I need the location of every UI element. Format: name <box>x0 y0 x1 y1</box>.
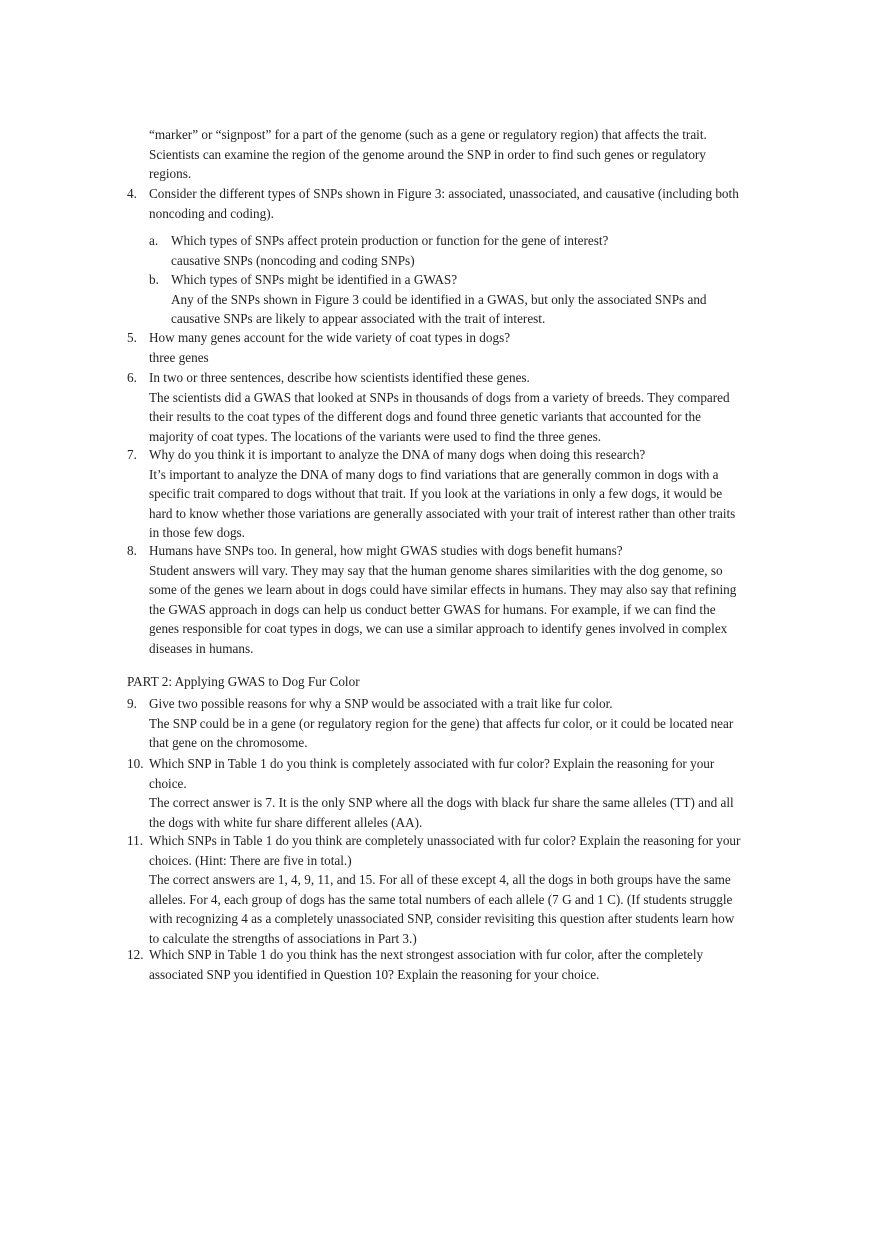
question-4b-answer: Any of the SNPs shown in Figure 3 could be identified in a GWAS, but only the associated SNPs and causative SNPs are likely to appear associated with the trait of interest. <box>171 291 707 327</box>
question-10-text: Which SNP in Table 1 do you think is completely associated with fur color? Explain the reasoning for your choice. <box>149 756 715 791</box>
question-9 <box>149 694 747 753</box>
question-number: 7. <box>127 447 137 462</box>
question-7 <box>149 445 747 543</box>
question-4-text: Consider the different types of SNPs shown in Figure 3: associated, unassociated, and causative (including both noncoding and coding). <box>149 186 739 221</box>
question-5 <box>149 328 747 367</box>
question-4a-text <box>171 231 747 270</box>
question-4a-prompt: Which types of SNPs affect protein production or function for the gene of interest? <box>171 233 609 248</box>
question-8 <box>149 541 747 659</box>
question-7-answer: It’s important to analyze the DNA of many dogs to find variations that are generally common in dogs with a specific trait compared to dogs without that trait. If you look at the variations in only a few dogs, it would be hard to know whether those variations are generally associated with your trait of interest rather than other traits in those few dogs. <box>149 466 736 541</box>
continuation-paragraph: “marker” or “signpost” for a part of the genome (such as a gene or regulatory region) that affects the trait. Scientists can examine the region of the genome around the SNP in order to find such genes or regulatory regions. <box>149 127 707 182</box>
question-5-answer: three genes <box>149 349 209 365</box>
question-11 <box>149 831 747 949</box>
question-8-text: Humans have SNPs too. In general, how might GWAS studies with dogs benefit humans? <box>149 543 623 558</box>
question-number: 12. <box>127 947 144 962</box>
question-number: 4. <box>127 186 137 201</box>
question-11-answer: The correct answers are 1, 4, 9, 11, and 15. For all of these except 4, all the dogs in both groups have the same alleles. For 4, each group of dogs has the same total numbers of each allele (7 G and 1 C). (If students struggle with recognizing 4 as a completely unassociated SNP, consider revisiting this question after students learn how to calculate the strengths of associations in Part 3.) <box>149 872 735 946</box>
question-number: 8. <box>127 543 137 558</box>
question-number: 6. <box>127 370 137 385</box>
question-6-text: In two or three sentences, describe how scientists identified these genes. <box>149 370 530 385</box>
question-10-answer: The correct answer is 7. It is the only SNP where all the dogs with black fur share the same alleles (TT) and all the dogs with white fur share different alleles (AA). <box>149 795 734 830</box>
question-9-answer: The SNP could be in a gene (or regulatory region for the gene) that affects fur color, or it could be located near that gene on the chromosome. <box>149 715 734 751</box>
question-5-text: How many genes account for the wide variety of coat types in dogs? <box>149 330 511 345</box>
sub-letter: a. <box>149 233 159 248</box>
question-number: 9. <box>127 696 137 711</box>
question-9-text: Give two possible reasons for why a SNP would be associated with a trait like fur color. <box>149 696 613 711</box>
question-8-answer: Student answers will vary. They may say that the human genome shares similarities with the dog genome, so some of the genes we learn about in dogs could have similar effects in humans. They may also say that refining the GWAS approach in dogs can help us conduct better GWAS for humans. For example, if we can find the genes responsible for coat types in dogs, we can use a similar approach to identify genes involved in complex diseases in humans. <box>149 562 737 656</box>
question-10 <box>149 754 747 832</box>
part-2-heading: PART 2: Applying GWAS to Dog Fur Color <box>127 674 360 689</box>
question-7-text: Why do you think it is important to analyze the DNA of many dogs when doing this research? <box>149 447 646 462</box>
question-6-answer: The scientists did a GWAS that looked at SNPs in thousands of dogs from a variety of breeds. They compared their results to the coat types of the different dogs and found three genetic variants that accounted for the majority of coat types. The locations of the variants were used to find the three genes. <box>149 389 730 444</box>
question-11-text: Which SNPs in Table 1 do you think are completely unassociated with fur color? Explain the reasoning for your choices. (Hint: There are five in total.) <box>149 833 741 868</box>
question-4b-prompt: Which types of SNPs might be identified in a GWAS? <box>171 272 458 287</box>
question-12-text: Which SNP in Table 1 do you think has the next strongest association with fur color, after the completely associated SNP you identified in Question 10? Explain the reasoning for your choice. <box>149 947 704 982</box>
question-number: 11. <box>127 833 143 848</box>
sub-letter: b. <box>149 272 159 287</box>
question-4b-text <box>171 270 747 329</box>
question-4a-answer: causative SNPs (noncoding and coding SNPs) <box>171 252 415 268</box>
question-number: 5. <box>127 330 137 345</box>
question-6 <box>149 368 747 446</box>
question-number: 10. <box>127 756 144 771</box>
